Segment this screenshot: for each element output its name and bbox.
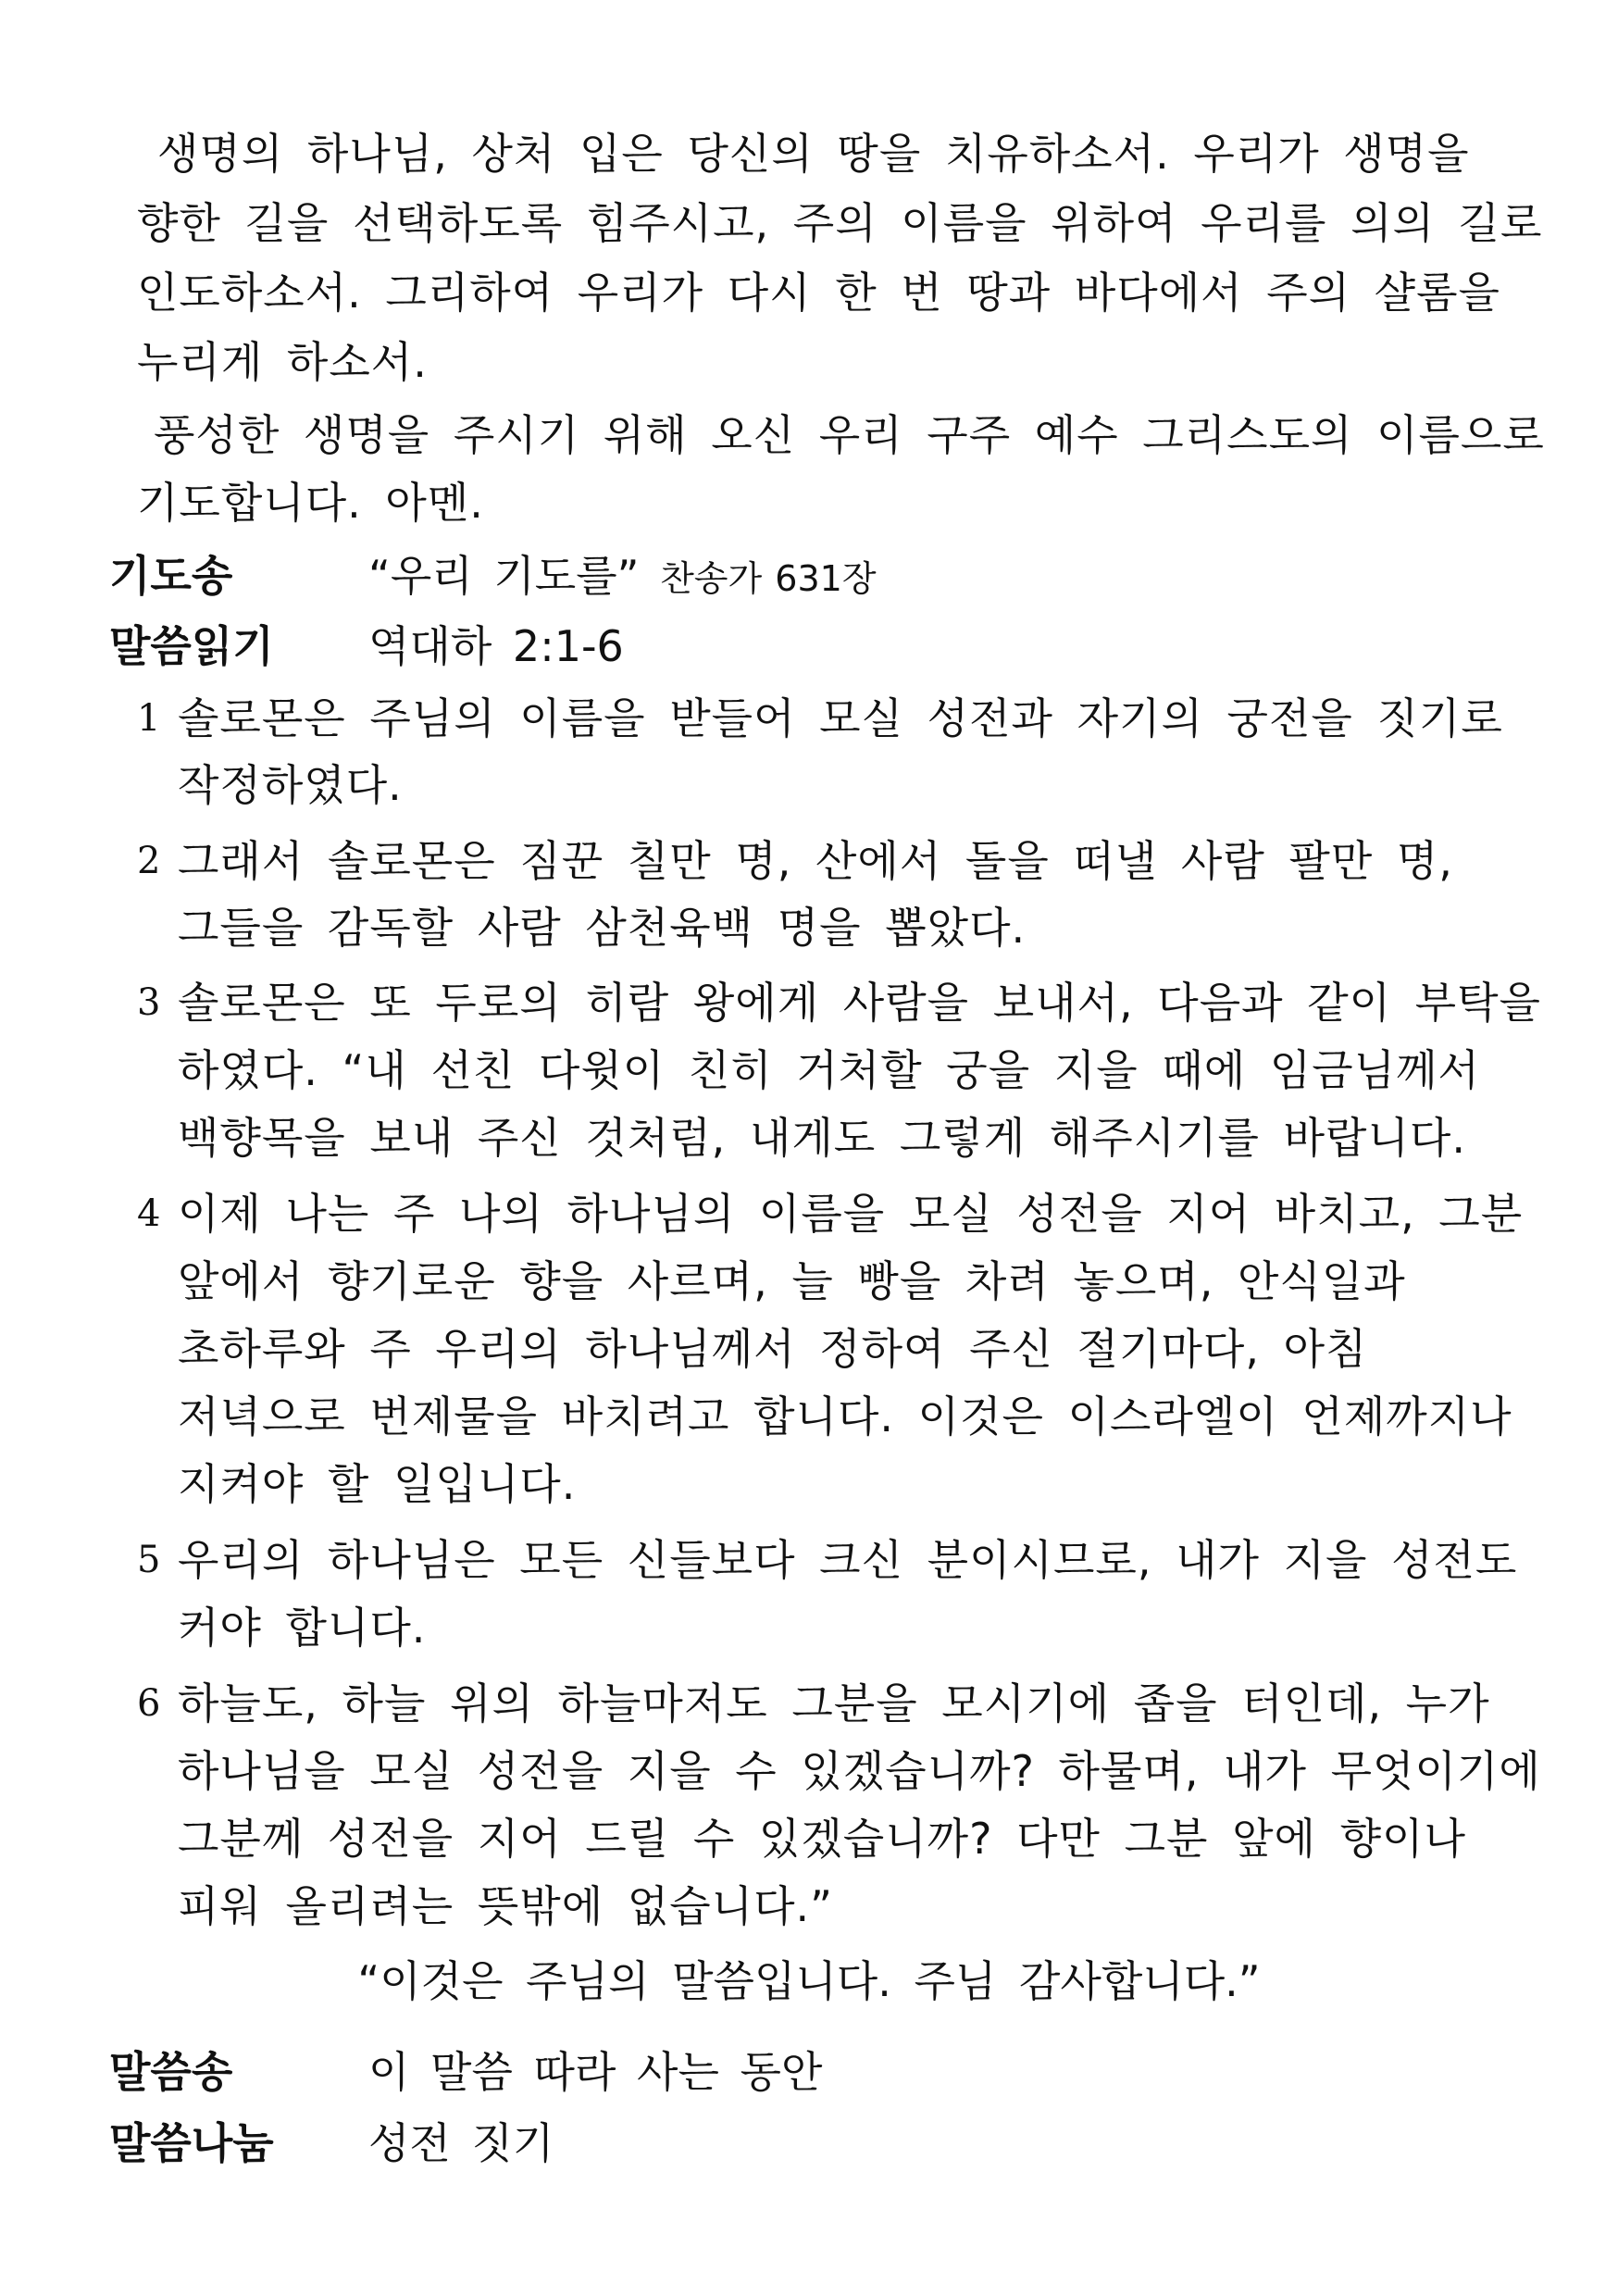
verse-number: 3 xyxy=(137,981,161,1024)
prayer-line: 향한 길을 선택하도록 힘주시고, 주의 이름을 위하여 우리를 의의 길로 xyxy=(137,198,1543,248)
verse-number: 2 xyxy=(137,840,161,882)
verse-line: 하늘도, 하늘 위의 하늘마저도 그분을 모시기에 좁을 터인데, 누가 xyxy=(178,1678,1490,1728)
verse-line: 커야 합니다. xyxy=(178,1603,427,1653)
hymn-number: 찬송가 631장 xyxy=(660,558,877,599)
verse-number: 1 xyxy=(137,697,161,740)
scripture-closing: “이것은 주님의 말씀입니다. 주님 감사합니다.” xyxy=(357,1956,1261,2006)
verse-line: 작정하였다. xyxy=(178,760,403,810)
prayer-line: 풍성한 생명을 주시기 위해 오신 우리 구주 예수 그리스도의 이름으로 xyxy=(154,410,1545,460)
prayer-line: 누리게 하소서. xyxy=(137,337,428,387)
prayer-song-title: “우리 기도를” xyxy=(368,551,640,601)
prayer-line: 인도하소서. 그리하여 우리가 다시 한 번 땅과 바다에서 주의 샬롬을 xyxy=(137,268,1500,318)
prayer-song-value xyxy=(368,548,877,606)
verse-line: 이제 나는 주 나의 하나님의 이름을 모실 성전을 지어 바치고, 그분 xyxy=(178,1189,1524,1239)
scripture-label: 말씀읽기 xyxy=(109,621,274,671)
scripture-reference: 역대하 2:1-6 xyxy=(368,621,624,671)
word-sharing-label: 말씀나눔 xyxy=(109,2118,274,2168)
verse-line: 하였다. “내 선친 다윗이 친히 거처할 궁을 지을 때에 임금님께서 xyxy=(178,1045,1480,1095)
word-sharing-title: 성전 짓기 xyxy=(368,2118,554,2168)
verse-line: 초하루와 주 우리의 하나님께서 정하여 주신 절기마다, 아침 xyxy=(178,1324,1368,1374)
verse-line: 그래서 솔로몬은 짐꾼 칠만 명, 산에서 돌을 떠낼 사람 팔만 명, xyxy=(178,836,1453,886)
verse-line: 하나님을 모실 성전을 지을 수 있겠습니까? 하물며, 내가 무엇이기에 xyxy=(178,1746,1541,1796)
word-song-label: 말씀송 xyxy=(109,2047,233,2097)
verse-line: 피워 올리려는 뜻밖에 없습니다.” xyxy=(178,1881,833,1931)
verse-line: 그들을 감독할 사람 삼천육백 명을 뽑았다. xyxy=(178,903,1027,953)
prayer-line: 생명의 하나님, 상처 입은 당신의 땅을 치유하소서. 우리가 생명을 xyxy=(157,129,1470,179)
prayer-line: 기도합니다. 아멘. xyxy=(137,478,484,528)
verse-line: 솔로몬은 또 두로의 히람 왕에게 사람을 보내서, 다음과 같이 부탁을 xyxy=(178,978,1541,1028)
verse-number: 4 xyxy=(137,1192,161,1235)
word-song-title: 이 말씀 따라 사는 동안 xyxy=(368,2047,823,2097)
verse-line: 솔로몬은 주님의 이름을 받들어 모실 성전과 자기의 궁전을 짓기로 xyxy=(178,693,1503,743)
verse-line: 저녁으로 번제물을 바치려고 합니다. 이것은 이스라엘이 언제까지나 xyxy=(178,1391,1512,1441)
verse-line: 우리의 하나님은 모든 신들보다 크신 분이시므로, 내가 지을 성전도 xyxy=(178,1535,1518,1585)
verse-line: 그분께 성전을 지어 드릴 수 있겠습니까? 다만 그분 앞에 향이나 xyxy=(178,1814,1466,1864)
verse-line: 지켜야 할 일입니다. xyxy=(178,1459,577,1509)
verse-line: 앞에서 향기로운 향을 사르며, 늘 빵을 차려 놓으며, 안식일과 xyxy=(178,1256,1406,1306)
verse-number: 5 xyxy=(137,1539,161,1581)
verse-number: 6 xyxy=(137,1682,161,1725)
verse-line: 백향목을 보내 주신 것처럼, 내게도 그렇게 해주시기를 바랍니다. xyxy=(178,1113,1466,1163)
prayer-song-label: 기도송 xyxy=(109,551,233,601)
